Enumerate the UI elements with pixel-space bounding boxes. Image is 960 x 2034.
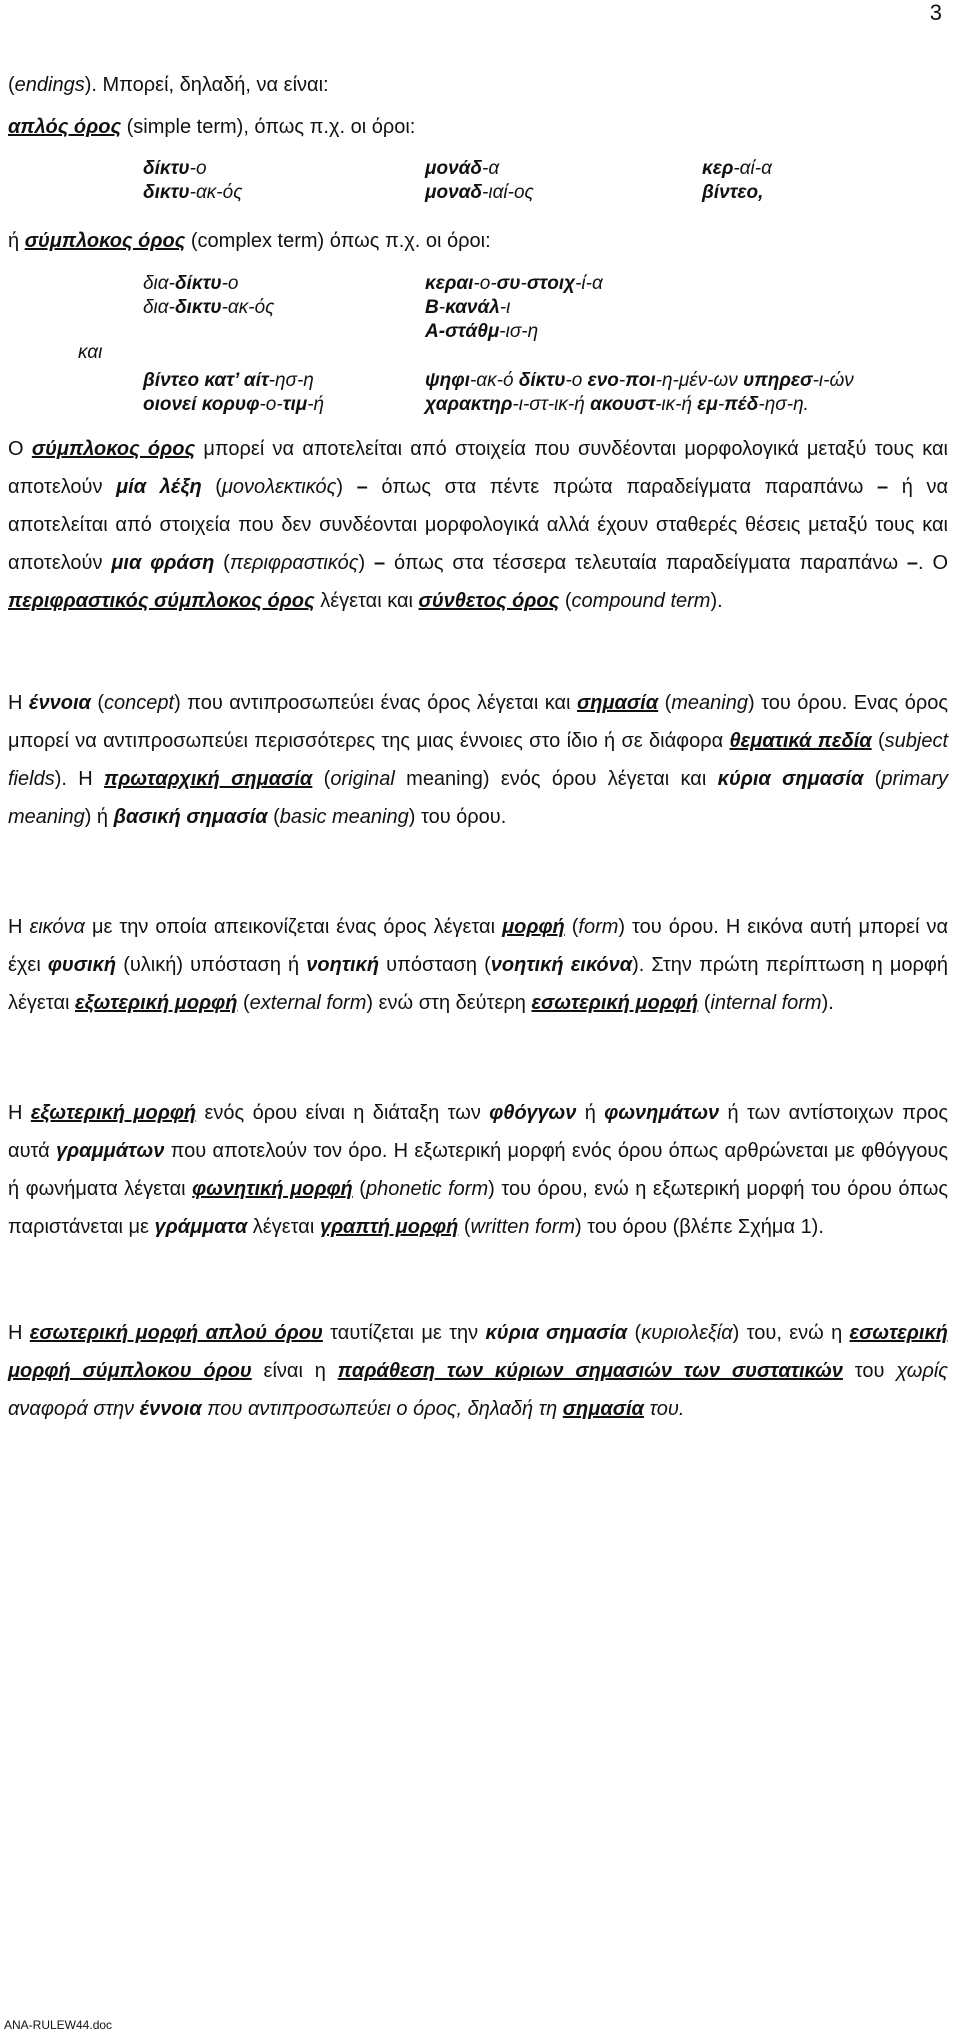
example-vinteo: βίντεο, <box>702 182 764 203</box>
paragraph-text: external form <box>249 992 367 1014</box>
paragraph-text: ) του όρου. <box>408 806 507 828</box>
paragraph-text: ( <box>564 916 579 938</box>
term-highlight: εσωτερική μορφή σύμπλοκου όρου <box>8 1322 949 1382</box>
example-keraia: κερ-αί-α <box>702 158 772 179</box>
complex-intro-line: ή σύμπλοκος όρος (complex term) όπως π.χ. οι όροι: <box>8 230 491 252</box>
paragraph-text: ή των αντίστοιχων προς αυτά <box>8 1102 949 1162</box>
paragraph-text: Η <box>8 1102 31 1124</box>
term-highlight: φωνημάτων <box>604 1102 720 1124</box>
example-diktyo: δίκτυ-ο <box>143 158 207 179</box>
example-diktyakos: δικτυ-ακ-ός <box>143 182 243 203</box>
intro-text: (simple term), όπως π.χ. οι όροι: <box>121 116 416 138</box>
paragraph-text: είναι η <box>251 1360 338 1382</box>
paragraph-internal-form <box>8 1314 948 1428</box>
paragraph-text: μονολεκτικός <box>221 476 337 498</box>
paragraph-text: Η <box>8 1322 30 1344</box>
paragraph-text: concept <box>104 692 175 714</box>
example-keraio-systoichia: κεραι-ο-συ-στοιχ-ί-α <box>425 273 603 294</box>
term-highlight: εξωτερική μορφή <box>30 1102 197 1124</box>
paragraph-text: . Ο <box>918 552 949 574</box>
paragraph-text: ή <box>576 1102 605 1124</box>
paragraph-text: ) του όρου, ενώ η εξωτερική μορφή του όρου όπως παριστάνεται με <box>8 1178 949 1238</box>
paragraph-text: basic meaning <box>279 806 409 828</box>
paragraph-text: ( <box>214 552 230 574</box>
paragraph-text: ( <box>312 768 331 790</box>
paragraph-text: ( <box>658 692 672 714</box>
footer-filename: ANA-RULEW44.doc <box>4 2018 113 2032</box>
paragraph-text: λέγεται <box>247 1216 320 1238</box>
kai-label: και <box>78 342 103 363</box>
intro-text: ( <box>8 74 15 96</box>
paragraph-external-form <box>8 1094 948 1246</box>
paragraph-text: ( <box>352 1178 366 1200</box>
paragraph-text: ( <box>627 1322 642 1344</box>
paragraph-text: form <box>578 916 619 938</box>
term-highlight: κύρια σημασία <box>485 1322 628 1344</box>
paragraph-text: ενός όρου είναι η διάταξη των <box>196 1102 490 1124</box>
paragraph-text: ). Η <box>54 768 105 790</box>
paragraph-text: compound term <box>571 590 711 612</box>
paragraph-text: ( <box>863 768 882 790</box>
term-highlight: μορφή <box>502 916 565 938</box>
paragraph-text: όπως στα πέντε πρώτα παραδείγματα παραπάνω <box>367 476 877 498</box>
term-highlight: μία λέξη <box>116 476 202 498</box>
paragraph-text: όπως στα τέσσερα τελευταία παραδείγματα παραπάνω <box>385 552 907 574</box>
term-highlight: γράμματα <box>154 1216 248 1238</box>
paragraph-text: λέγεται και <box>314 590 419 612</box>
paragraph-complex-term <box>8 430 948 620</box>
term-highlight: παράθεση των κύριων σημασιών των συστατικών <box>337 1360 843 1382</box>
term-highlight: σύμπλοκος όρος <box>31 438 196 460</box>
paragraph-text: εικόνα <box>29 916 85 938</box>
paragraph-text: κυριολεξία <box>641 1322 733 1344</box>
term-highlight: περιφραστικός σύμπλοκος όρος <box>8 590 315 612</box>
paragraph-text: ( <box>458 1216 471 1238</box>
example-dia-diktyo: δια-δίκτυ-ο <box>143 273 239 294</box>
paragraph-text: ή να αποτελείται από στοιχεία που δεν συνδέονται μορφολογικά αλλά έχουν σταθερές θέσεις μεταξύ τους και αποτελούν <box>8 476 949 574</box>
simple-term-heading: απλός όρος <box>8 116 122 138</box>
page-number: 3 <box>929 0 942 25</box>
paragraph-text: Η <box>8 692 29 714</box>
complex-term-heading: σύμπλοκος όρος <box>24 230 186 252</box>
paragraph-text: ( <box>267 806 280 828</box>
paragraph-text: που αποτελούν τον όρο. Η εξωτερική μορφή ενός όρου όπως αρθρώνεται με φθόγγους ή φωνήματα λέγεται <box>8 1140 948 1200</box>
paragraph-text: original <box>330 768 395 790</box>
example-monadiaios: μοναδ-ιαί-ος <box>425 182 534 203</box>
term-highlight: έννοια <box>28 692 91 714</box>
paragraph-text: που αντιπροσωπεύει ο όρος, δηλαδή τη <box>201 1398 563 1420</box>
paragraph-text: ) που αντιπροσωπεύει ένας όρος λέγεται και <box>174 692 577 714</box>
paragraph-text: του <box>842 1360 897 1382</box>
example-a-stathmisi: Α-στάθμ-ισ-η <box>425 321 539 342</box>
paragraph-concept <box>8 684 948 836</box>
term-highlight: φυσική <box>47 954 117 976</box>
paragraph-form <box>8 908 948 1022</box>
term-highlight: σημασία <box>576 692 659 714</box>
term-highlight: βασική σημασία <box>113 806 268 828</box>
term-highlight: νοητική <box>306 954 380 976</box>
term-highlight: εσωτερική μορφή απλού όρου <box>29 1322 323 1344</box>
paragraph-text: με την οποία απεικονίζεται ένας όρος λέγεται <box>84 916 503 938</box>
paragraph-text: meaning) ενός όρου λέγεται και <box>394 768 718 790</box>
term-highlight: νοητική εικόνα <box>490 954 633 976</box>
paragraph-text: ). <box>821 992 834 1014</box>
paragraph-text: ) του όρου (βλέπε Σχήμα 1). <box>575 1216 824 1238</box>
example-dia-diktyakos: δια-δικτυ-ακ-ός <box>143 297 275 318</box>
paragraph-text: ) ενώ στη δεύτερη <box>366 992 532 1014</box>
endings-term: endings <box>14 74 85 96</box>
example-vinteo-kat-aitisi: βίντεο κατ’ αίτ-ησ-η <box>143 370 314 391</box>
paragraph-text: του. <box>643 1398 685 1420</box>
term-highlight: πρωταρχική σημασία <box>104 768 313 790</box>
term-highlight: – <box>876 476 889 498</box>
paragraph-text: ( <box>559 590 572 612</box>
term-highlight: σύνθετος όρος <box>418 590 560 612</box>
term-highlight: μια φράση <box>111 552 215 574</box>
intro-line-2 <box>8 116 415 139</box>
term-highlight: φωνητική μορφή <box>192 1178 353 1200</box>
paragraph-text: ) του όρου. Η εικόνα αυτή μπορεί να έχει <box>8 916 949 976</box>
term-highlight: – <box>906 552 919 574</box>
paragraph-text: primary meaning <box>8 768 949 828</box>
paragraph-text: ( <box>90 692 105 714</box>
paragraph-text: phonetic form <box>365 1178 489 1200</box>
paragraph-text: ( <box>237 992 250 1014</box>
paragraph-text: χωρίς αναφορά στην <box>8 1360 948 1420</box>
term-highlight: κύρια σημασία <box>717 768 864 790</box>
term-highlight: σημασία <box>562 1398 644 1420</box>
paragraph-text: written form <box>470 1216 576 1238</box>
paragraph-text: ( <box>201 476 222 498</box>
paragraph-text: Ο <box>8 438 32 460</box>
example-monada: μονάδ-α <box>425 158 500 179</box>
intro-text: ). Μπορεί, δηλαδή, να είναι: <box>84 74 329 96</box>
paragraph-text: subject fields <box>8 730 948 790</box>
paragraph-text: ). <box>710 590 723 612</box>
paragraph-text: ) <box>336 476 357 498</box>
term-highlight: – <box>373 552 386 574</box>
paragraph-text: ( <box>871 730 885 752</box>
example-oionei-koryfotimi: οιονεί κορυφ-ο-τιμ-ή <box>143 394 325 415</box>
paragraph-text: μπορεί να αποτελείται από στοιχεία που συνδέονται μορφολογικά μεταξύ τους και αποτελούν <box>8 438 948 498</box>
term-highlight: γραπτή μορφή <box>319 1216 459 1238</box>
paragraph-text: meaning <box>671 692 748 714</box>
paragraph-text: ( <box>698 992 711 1014</box>
term-highlight: – <box>356 476 368 498</box>
intro-line-1 <box>8 74 329 97</box>
paragraph-text: (υλική) υπόσταση ή <box>116 954 307 976</box>
paragraph-text: Η <box>8 916 30 938</box>
paragraph-text: ) του όρου. Ενας όρος μπορεί να αντιπροσωπεύει περισσότερες της μιας έννοιες στο ίδιο ή σε διάφορα <box>8 692 949 752</box>
term-highlight: θεματικά πεδία <box>729 730 872 752</box>
paragraph-text: ) <box>358 552 374 574</box>
paragraph-text: ). Στην πρώτη περίπτωση η μορφή λέγεται <box>8 954 948 1014</box>
term-highlight: έννοια <box>139 1398 202 1420</box>
paragraph-text: περιφραστικός <box>229 552 359 574</box>
term-highlight: γραμμάτων <box>55 1140 165 1162</box>
paragraph-text: ) του, ενώ η <box>732 1322 850 1344</box>
term-highlight: εξωτερική μορφή <box>75 992 238 1014</box>
example-b-kanali: B-κανάλ-ι <box>425 297 511 318</box>
term-highlight: φθόγγων <box>489 1102 577 1124</box>
term-highlight: εσωτερική μορφή <box>531 992 699 1014</box>
paragraph-text: internal form <box>710 992 822 1014</box>
paragraph-text: υπόσταση ( <box>379 954 491 976</box>
paragraph-text: ταυτίζεται με την <box>322 1322 486 1344</box>
example-psifiako-diktyo: ψηφι-ακ-ό δίκτυ-ο ενο-ποι-η-μέν-ων υπηρεσ-ι-ών <box>425 370 854 391</box>
example-charaktiristiki-akoustiki: χαρακτηρ-ι-στ-ικ-ή ακουστ-ικ-ή εμ-πέδ-ησ-η. <box>425 394 809 415</box>
paragraph-text: ) ή <box>84 806 114 828</box>
